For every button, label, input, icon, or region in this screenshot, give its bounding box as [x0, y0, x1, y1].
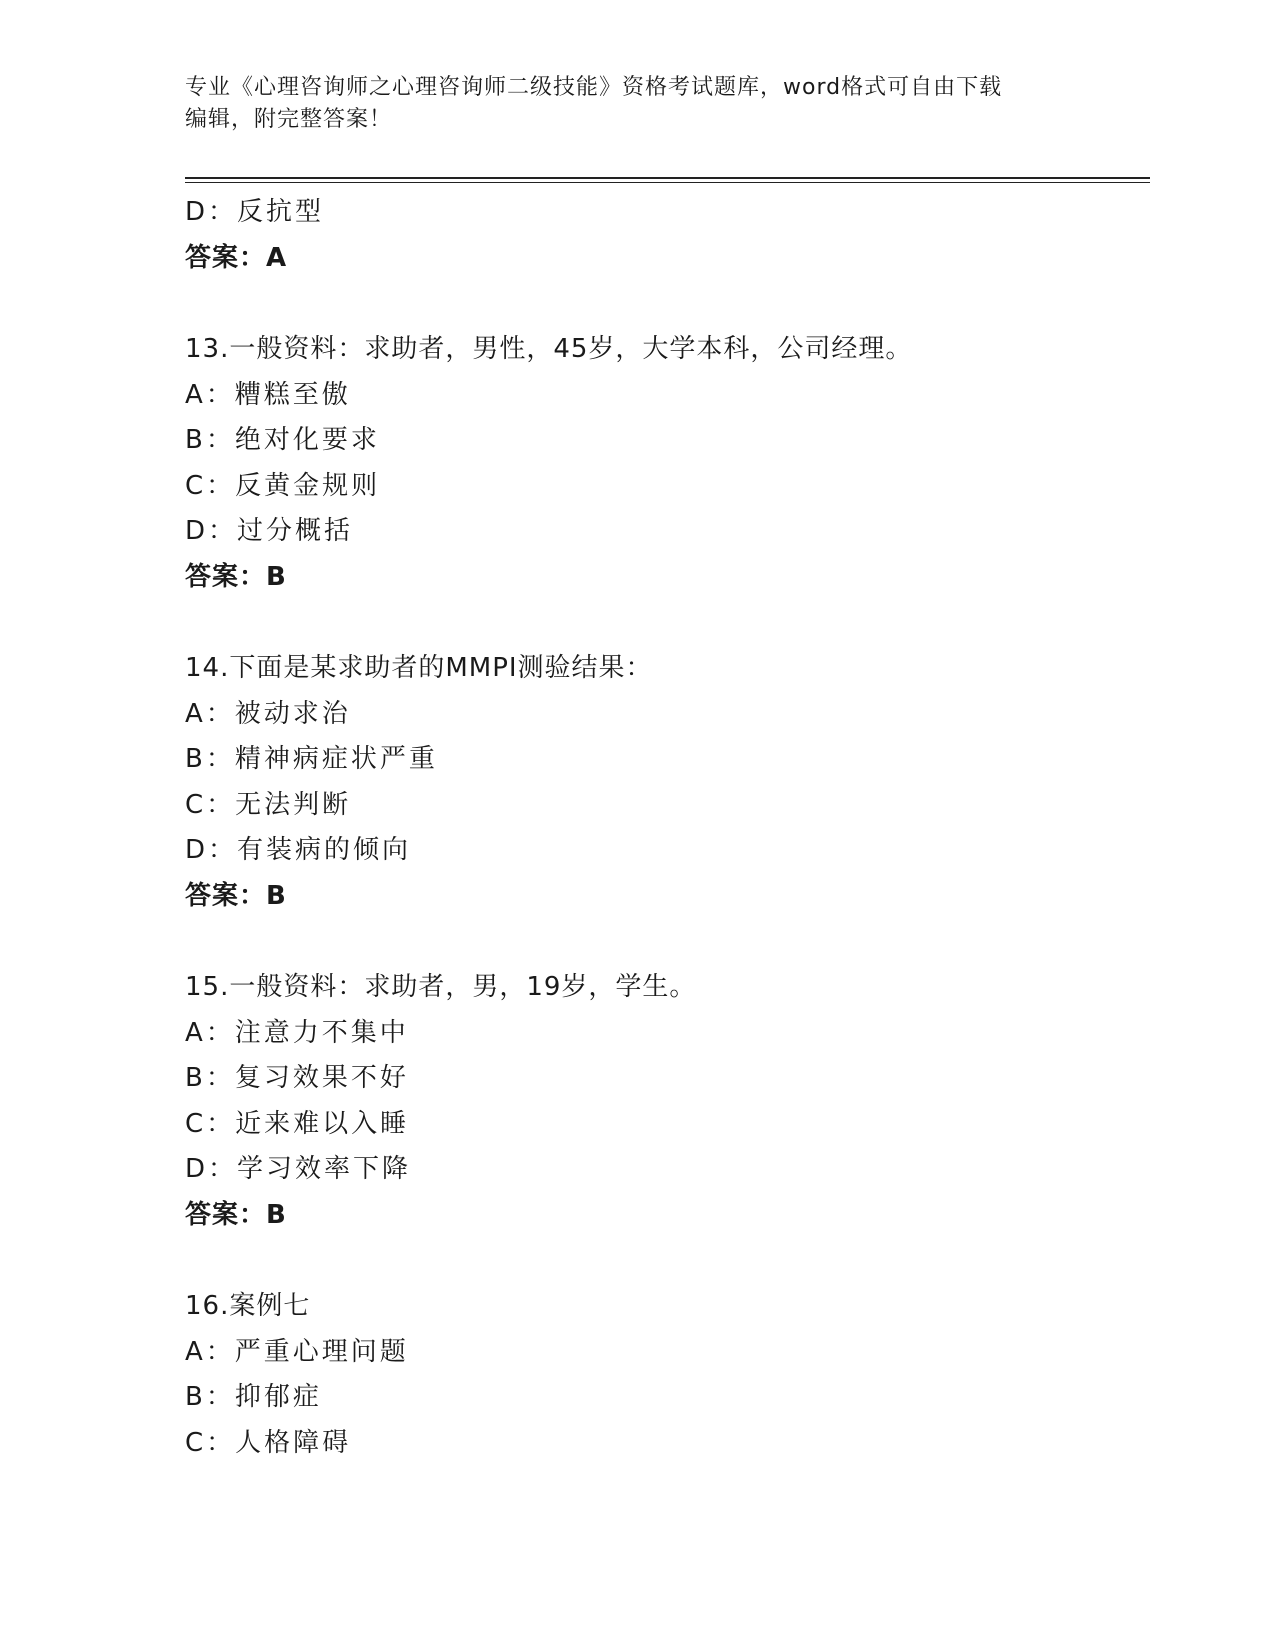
option-c: C：反黄金规则: [185, 470, 381, 501]
option-a: A：严重心理问题: [185, 1336, 409, 1367]
question-stem: 13.一般资料：求助者，男性，45岁，大学本科，公司经理。: [185, 334, 913, 364]
question-stem: 16.案例七: [185, 1291, 311, 1321]
question-16: [185, 1284, 1145, 1466]
header-rule-thick: [185, 177, 1150, 179]
question-13: [185, 327, 1145, 600]
question-stem: 15.一般资料：求助者，男，19岁，学生。: [185, 972, 697, 1002]
answer: 答案：B: [185, 1199, 287, 1230]
header-line-1: 专业《心理咨询师之心理咨询师二级技能》资格考试题库，word格式可自由下载: [185, 75, 1003, 100]
option-a: A：糟糕至傲: [185, 379, 351, 410]
option-d: D：反抗型: [185, 197, 325, 227]
option-a: A：注意力不集中: [185, 1017, 409, 1048]
header-line-2: 编辑，附完整答案！: [185, 107, 393, 132]
option-b: B：绝对化要求: [185, 425, 380, 455]
question-list: [185, 190, 1145, 1466]
option-d: D：学习效率下降: [185, 1154, 412, 1184]
option-b: B：复习效果不好: [185, 1063, 409, 1093]
option-c: C：近来难以入睡: [185, 1108, 410, 1139]
question-15: [185, 965, 1145, 1238]
answer: 答案：B: [185, 561, 287, 592]
option-b: B：抑郁症: [185, 1382, 322, 1412]
answer: 答案：B: [185, 880, 287, 911]
option-b: B：精神病症状严重: [185, 744, 438, 774]
question-14: [185, 646, 1145, 919]
question-stem: 14.下面是某求助者的MMPI测验结果：: [185, 653, 653, 683]
option-d: D：过分概括: [185, 516, 354, 546]
option-c: C：无法判断: [185, 789, 352, 820]
option-a: A：被动求治: [185, 698, 351, 729]
header-rule-thin: [185, 182, 1150, 183]
document-header: [185, 72, 1085, 136]
answer: 答案：A: [185, 242, 288, 273]
option-d: D：有装病的倾向: [185, 835, 412, 865]
option-c: C：人格障碍: [185, 1427, 352, 1458]
